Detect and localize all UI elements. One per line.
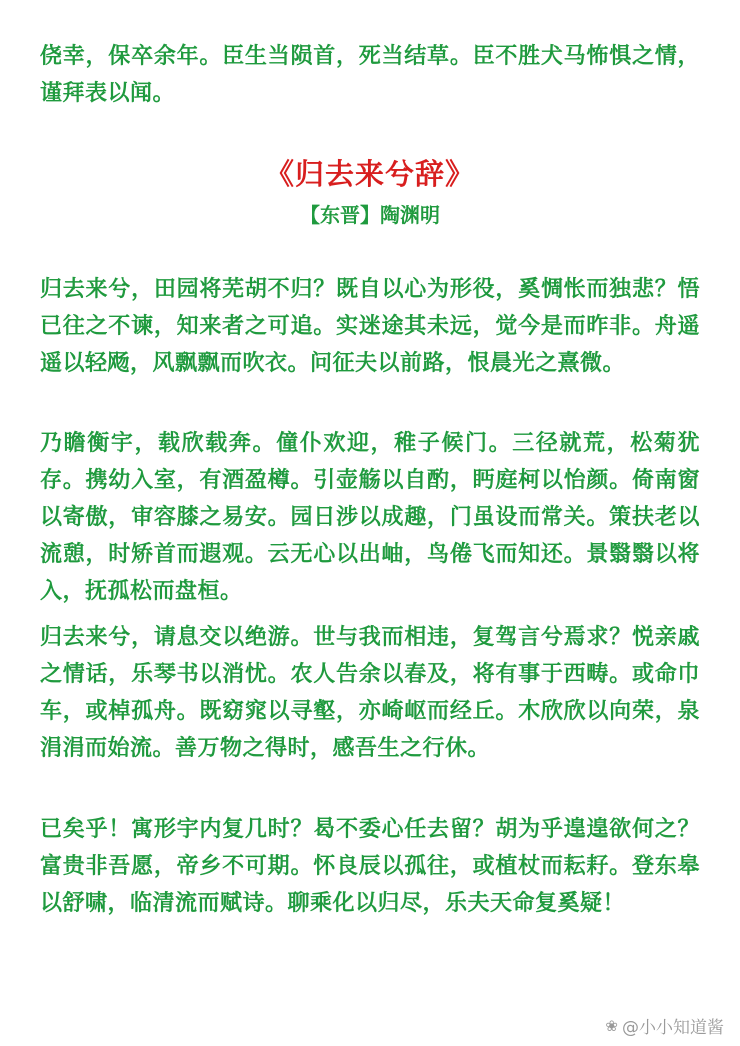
watermark-text: @小小知道酱 bbox=[622, 1018, 724, 1038]
poem-paragraph-3: 归去来兮，请息交以绝游。世与我而相违，复驾言兮焉求？悦亲戚之情话，乐琴书以消忧。农人告余以春及，将有事于西畴。或命巾车，或棹孤舟。既窈窕以寻壑，亦崎岖而经丘。木欣欣以向荣，泉涓涓而始流。善万物之得时，感吾生之行休。 bbox=[40, 625, 700, 761]
poem-paragraph-2: 乃瞻衡宇，载欣载奔。僮仆欢迎，稚子候门。三径就荒，松菊犹存。携幼入室，有酒盈樽。引壶觞以自酌，眄庭柯以怡颜。倚南窗以寄傲，审容膝之易安。园日涉以成趣，门虽设而常关。策扶老以流憩，时矫首而遐观。云无心以出岫，鸟倦飞而知还。景翳翳以将入，抚孤松而盘桓。 bbox=[40, 431, 700, 604]
poem-author: 【东晋】陶渊明 bbox=[300, 203, 440, 227]
intro-tail-paragraph: 侥幸，保卒余年。臣生当陨首，死当结草。臣不胜犬马怖惧之情，谨拜表以闻。 bbox=[40, 44, 700, 106]
paw-icon: ❀ bbox=[605, 1016, 618, 1035]
poem-paragraph-1: 归去来兮，田园将芜胡不归？既自以心为形役，奚惆怅而独悲？悟已往之不谏，知来者之可追。实迷途其未远，觉今是而昨非。舟遥遥以轻飏，风飘飘而吹衣。问征夫以前路，恨晨光之熹微。 bbox=[40, 277, 700, 376]
poem-title: 《归去来兮辞》 bbox=[264, 157, 475, 191]
watermark bbox=[605, 1013, 724, 1038]
poem-paragraph-4: 已矣乎！寓形宇内复几时？曷不委心任去留？胡为乎遑遑欲何之？富贵非吾愿，帝乡不可期。怀良辰以孤往，或植杖而耘耔。登东皋以舒啸，临清流而赋诗。聊乘化以归尽，乐夫天命复奚疑！ bbox=[40, 817, 700, 916]
